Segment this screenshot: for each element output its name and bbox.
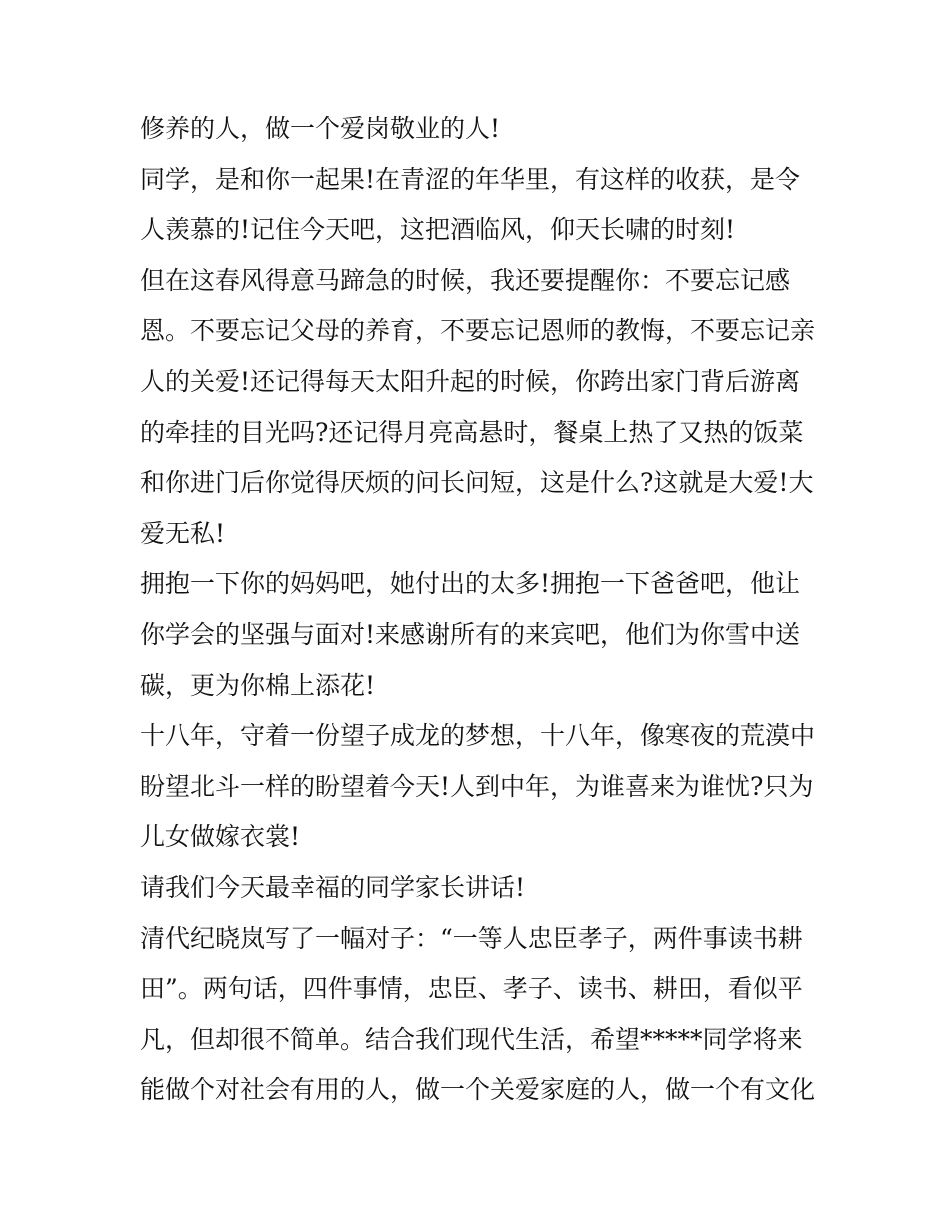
text-line: 儿女做嫁衣裳!	[140, 822, 301, 852]
text-line: 清代纪晓岚写了一幅对子：“一等人忠臣孝子，两件事读书耕	[140, 923, 803, 953]
text-line: 你学会的坚强与面对!来感谢所有的来宾吧，他们为你雪中送	[140, 619, 801, 649]
text-line: 同学，是和你一起果!在青涩的年华里，有这样的收获，是令	[140, 164, 801, 194]
text-line: 能做个对社会有用的人，做一个关爱家庭的人，做一个有文化	[140, 1075, 816, 1105]
text-line: 凡，但却很不简单。结合我们现代生活，希望*****同学将来	[140, 1024, 803, 1054]
text-line: 碳，更为你棉上添花!	[140, 670, 376, 700]
document-body	[140, 104, 820, 1116]
text-line: 爱无私!	[140, 518, 226, 548]
text-line: 十八年，守着一份望子成龙的梦想，十八年，像寒夜的荒漠中	[140, 721, 816, 751]
text-line: 拥抱一下你的妈妈吧，她付出的太多!拥抱一下爸爸吧，他让	[140, 569, 801, 599]
text-line: 人羡慕的!记住今天吧，这把酒临风，仰天长啸的时刻!	[140, 215, 736, 245]
text-line: 的牵挂的目光吗?还记得月亮高悬时，餐桌上热了又热的饭菜	[140, 417, 804, 447]
text-line: 但在这春风得意马蹄急的时候，我还要提醒你：不要忘记感	[140, 265, 791, 295]
text-line: 修养的人，做一个爱岗敬业的人!	[140, 114, 501, 143]
text-line: 盼望北斗一样的盼望着今天!人到中年，为谁喜来为谁忧?只为	[140, 771, 814, 801]
text-line: 恩。不要忘记父母的养育，不要忘记恩师的教悔，不要忘记亲	[140, 316, 816, 346]
text-line: 人的关爱!还记得每天太阳升起的时候，你跨出家门背后游离	[140, 366, 801, 396]
text-line: 请我们今天最幸福的同学家长讲话!	[140, 872, 526, 902]
text-line: 和你进门后你觉得厌烦的问长问短，这是什么?这就是大爱!大	[140, 468, 814, 498]
text-line: 田”。两句话，四件事情，忠臣、孝子、读书、耕田，看似平	[140, 974, 803, 1004]
